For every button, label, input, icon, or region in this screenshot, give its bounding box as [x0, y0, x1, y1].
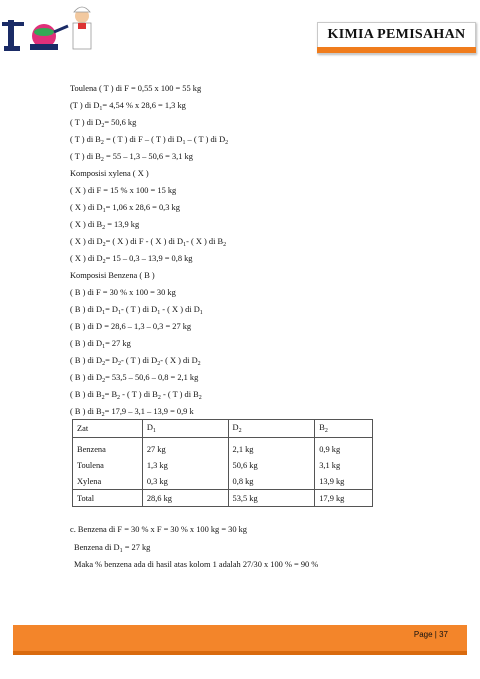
subscript: 1 — [157, 310, 161, 316]
text-run: ( T ) di D — [70, 118, 102, 127]
table-cell: 13,9 kg — [315, 473, 373, 490]
text-run: ( X ) di F = 15 % x 100 = 15 kg — [70, 186, 177, 195]
subscript: 2 — [197, 361, 201, 367]
subscript: 2 — [102, 242, 106, 248]
text-run: ( B ) di D — [70, 305, 103, 314]
text-run: Komposisi Benzena ( B ) — [70, 271, 155, 280]
table-header-row — [73, 420, 373, 438]
text-line — [70, 338, 131, 353]
table-row — [73, 457, 373, 473]
subscript: 1 — [199, 310, 203, 316]
table-header-cell — [142, 420, 228, 438]
subscript: 2 — [157, 361, 161, 367]
table-cell: 3,1 kg — [315, 457, 373, 473]
text-run: Zat — [77, 424, 89, 433]
subscript: 1 — [119, 548, 123, 554]
text-line — [70, 151, 193, 166]
text-run: - ( X ) di B — [186, 237, 224, 246]
text-line — [70, 134, 228, 149]
subscript: 2 — [198, 395, 202, 401]
table-header-cell — [73, 420, 143, 438]
text-run: = 55 – 1,3 – 50,6 = 3,1 kg — [103, 152, 193, 161]
subscript: 1 — [102, 344, 106, 350]
header-accent-stripe — [317, 47, 476, 53]
text-line — [70, 100, 186, 115]
text-run: Toulena ( T ) di F = 0,55 x 100 = 55 kg — [70, 84, 202, 93]
text-run: ( X ) di D — [70, 203, 103, 212]
text-run: ( X ) di B — [70, 220, 103, 229]
text-run: ( B ) di F = 30 % x 100 = 30 kg — [70, 288, 176, 297]
subscript: 2 — [101, 412, 105, 418]
text-run: - ( T ) di B — [120, 390, 158, 399]
composition-table — [72, 419, 373, 507]
subscript: 2 — [324, 428, 328, 434]
subscript: 2 — [100, 157, 104, 163]
text-run: D — [146, 423, 153, 432]
text-line — [70, 236, 226, 251]
text-run: - ( X ) di D — [160, 305, 200, 314]
text-run: ( T ) di B — [70, 135, 101, 144]
subscript: 1 — [117, 310, 121, 316]
text-run: - ( T ) di D — [120, 305, 158, 314]
text-run: Benzena di D — [74, 543, 120, 552]
table-cell: 53,5 kg — [228, 490, 315, 507]
text-run: ( B ) di B — [70, 407, 102, 416]
subscript: 2 — [225, 140, 229, 146]
text-run: = 27 kg — [105, 339, 131, 348]
footer-bar — [13, 625, 467, 655]
text-line — [70, 185, 176, 196]
text-line — [70, 202, 180, 217]
text-run: - ( T ) di D — [120, 356, 158, 365]
page-title: KIMIA PEMISAHAN — [327, 27, 466, 42]
text-line — [70, 355, 201, 370]
text-run: = 50,6 kg — [104, 118, 137, 127]
subscript: 1 — [182, 140, 186, 146]
text-line — [70, 389, 202, 404]
table-cell: 0,9 kg — [315, 438, 373, 458]
page-number: Page | 37 — [413, 630, 448, 639]
text-run: - ( X ) di D — [160, 356, 198, 365]
text-line — [70, 117, 136, 132]
text-run: = 17,9 – 3,1 – 13,9 = 0,9 k — [104, 407, 194, 416]
text-line — [70, 372, 198, 387]
subscript: 2 — [223, 242, 227, 248]
subscript: 2 — [101, 395, 105, 401]
subscript: 2 — [101, 123, 105, 129]
subscript: 1 — [102, 208, 106, 214]
text-run: Komposisi xylena ( X ) — [70, 169, 149, 178]
text-run: = D — [105, 356, 118, 365]
table-header-cell — [315, 420, 373, 438]
text-run: ( B ) di D — [70, 339, 103, 348]
text-run: ( T ) di B — [70, 152, 101, 161]
text-run: = 1,06 x 28,6 = 0,3 kg — [105, 203, 180, 212]
subscript: 2 — [117, 395, 121, 401]
text-run: = 13,9 kg — [105, 220, 140, 229]
text-run: (T ) di D — [70, 101, 100, 110]
table-cell: 2,1 kg — [228, 438, 315, 458]
table-row — [73, 438, 373, 458]
text-run: ( B ) di D — [70, 373, 103, 382]
subscript: 1 — [183, 242, 187, 248]
text-line — [70, 253, 193, 268]
subscript: 2 — [157, 395, 161, 401]
table-cell: Benzena — [73, 438, 143, 458]
text-line — [74, 542, 150, 557]
text-run: - ( T ) di B — [160, 390, 199, 399]
text-run: ( B ) di B — [70, 390, 102, 399]
text-run: D — [232, 423, 239, 432]
text-line — [74, 559, 318, 570]
text-run: = B — [104, 390, 118, 399]
text-line — [70, 270, 155, 281]
text-run: – ( T ) di D — [185, 135, 226, 144]
text-run: = 15 – 0,3 – 13,9 = 0,8 kg — [105, 254, 193, 263]
text-run: Maka % benzena ada di hasil atas kolom 1 adalah 27/30 x 100 % = 90 % — [74, 560, 319, 569]
table-cell: Toulena — [73, 457, 143, 473]
text-line — [70, 168, 149, 179]
text-run: = 27 kg — [122, 543, 151, 552]
text-run: ( B ) di D — [70, 356, 103, 365]
text-run: = ( X ) di F - ( X ) di D — [105, 237, 184, 246]
table-cell: 50,6 kg — [228, 457, 315, 473]
text-line — [70, 524, 247, 535]
table-cell: Total — [73, 490, 143, 507]
subscript: 2 — [102, 378, 106, 384]
text-line — [70, 83, 201, 94]
subscript: 2 — [100, 140, 104, 146]
text-run: = D — [105, 305, 118, 314]
subscript: 1 — [102, 310, 106, 316]
table-cell: 27 kg — [142, 438, 228, 458]
table-header-cell — [228, 420, 315, 438]
table-cell: 28,6 kg — [142, 490, 228, 507]
text-line — [70, 321, 191, 332]
subscript: 2 — [238, 428, 242, 434]
table-cell: 0,3 kg — [142, 473, 228, 490]
subscript: 2 — [102, 225, 106, 231]
subscript: 2 — [102, 259, 106, 265]
subscript: 1 — [152, 428, 156, 434]
table-cell: 0,8 kg — [228, 473, 315, 490]
text-line — [70, 219, 139, 234]
text-line — [70, 304, 203, 319]
table-cell: Xylena — [73, 473, 143, 490]
text-run: = 4,54 % x 28,6 = 1,3 kg — [102, 101, 186, 110]
subscript: 1 — [99, 106, 103, 112]
text-run: ( X ) di D — [70, 237, 103, 246]
text-run: ( X ) di D — [70, 254, 103, 263]
text-run: = 53,5 – 50,6 – 0,8 = 2,1 kg — [105, 373, 199, 382]
subscript: 2 — [102, 361, 106, 367]
text-run: c. Benzena di F = 30 % x F = 30 % x 100 kg = 30 kg — [70, 525, 247, 534]
table-row — [73, 473, 373, 490]
text-run: ( B ) di D = 28,6 – 1,3 – 0,3 = 27 kg — [70, 322, 192, 331]
text-run: B — [319, 423, 325, 432]
text-line — [70, 287, 176, 298]
table-cell: 17,9 kg — [315, 490, 373, 507]
table-total-row — [73, 490, 373, 507]
subscript: 2 — [117, 361, 121, 367]
table-cell: 1,3 kg — [142, 457, 228, 473]
text-run: = ( T ) di F – ( T ) di D — [103, 135, 183, 144]
chemistry-distillation-icon — [2, 2, 102, 54]
